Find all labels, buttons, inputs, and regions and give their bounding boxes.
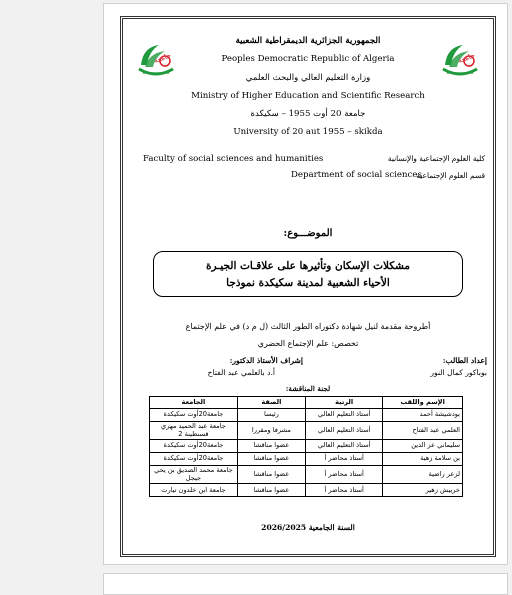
header-university: الجامعة <box>150 397 238 409</box>
member-role: عضوا مناقشا <box>237 453 305 466</box>
header-rank: الرتبة <box>305 397 382 409</box>
page-border-frame <box>120 16 496 557</box>
republic-english: Peoples Democratic Republic of Algeria <box>221 54 395 64</box>
member-role: عضوا مناقشا <box>237 466 305 484</box>
table-row <box>150 453 463 466</box>
member-role: مشرفا ومقررا <box>237 422 305 440</box>
table-row <box>150 422 463 440</box>
republic-arabic: الجمهورية الجزائرية الديمقراطية الشعبية <box>235 36 381 46</box>
ministry-english: Ministry of Higher Education and Scientific Research <box>191 91 425 101</box>
member-rank: أستاذ محاضر أ <box>305 453 382 466</box>
faculty-arabic: كلية العلوم الإجتماعية والإنسانية <box>387 154 485 163</box>
subject-box <box>153 251 463 297</box>
member-rank: أستاذ محاضر أ <box>305 484 382 497</box>
subject-line-1: مشكلات الإسكان وتأثيرها على علاقـات الجيـرة <box>205 260 411 272</box>
member-name: سليماني عز الدين <box>383 440 463 453</box>
subject-line-2: الأحياء الشعبية لمدينة سكيكدة نموذجا <box>226 277 390 289</box>
committee-table <box>149 396 463 497</box>
table-row <box>150 409 463 422</box>
table-row <box>150 466 463 484</box>
svg-text:جامعة: جامعة <box>456 51 476 65</box>
member-name: بن سلامة زهية <box>383 453 463 466</box>
member-name: خربيش زهير <box>383 484 463 497</box>
faculty-english: Faculty of social sciences and humanities <box>143 154 324 164</box>
member-rank: أستاذ التعليم العالي <box>305 409 382 422</box>
member-name: العلمي عبد الفتاح <box>383 422 463 440</box>
member-rank: أستاذ التعليم العالي <box>305 422 382 440</box>
supervisor-label: إشراف الأستاذ الدكتور: <box>229 356 303 365</box>
member-university: جامعة20أوت سكيكدة <box>150 440 238 453</box>
member-name: بودشيشة أحمد <box>383 409 463 422</box>
member-role: عضوا مناقشا <box>237 440 305 453</box>
member-role: رئيسا <box>237 409 305 422</box>
ministry-arabic: وزارة التعليم العالي والبحث العلمي <box>245 73 371 83</box>
table-row <box>150 484 463 497</box>
university-arabic: جامعة 20 أوت 1955 – سكيكدة <box>250 109 366 119</box>
next-page-preview <box>103 573 508 595</box>
member-university: جامعة ابن خلدون تيارت <box>150 484 238 497</box>
member-university: جامعة20أوت سكيكدة <box>150 453 238 466</box>
supervisor-name: أ.د بالعلمي عبد الفتاح <box>207 368 275 377</box>
committee-title: لجنة المناقشة: <box>285 384 331 393</box>
university-english: University of 20 aut 1955 – skikda <box>233 127 383 137</box>
table-row <box>150 440 463 453</box>
member-university: جامعة محمد الصديق بن يحي جيجل <box>150 466 238 484</box>
table-header-row <box>150 397 463 409</box>
header-name: الإسم واللقب <box>383 397 463 409</box>
department-english: Department of social sciences <box>291 170 422 180</box>
member-university: جامعة20أوت سكيكدة <box>150 409 238 422</box>
subject-label: الموضـــوع: <box>283 228 333 239</box>
member-role: عضوا مناقشا <box>237 484 305 497</box>
specialization: تخصص: علم الإجتماع الحضري <box>257 339 359 348</box>
student-label: إعداد الطالب: <box>442 356 487 365</box>
member-rank: أستاذ التعليم العالي <box>305 440 382 453</box>
member-university: جامعة عبد الحميد مهري قسنطينة 2 <box>150 422 238 440</box>
thesis-description: أطروحة مقدمة لنيل شهادة دكتوراه الطور الثالث (ل م د) في علم الإجتماع <box>185 322 431 331</box>
document-page <box>103 3 508 565</box>
department-arabic: قسم العلوم الإجتماعية <box>416 171 485 180</box>
student-name: بوباكور كمال النور <box>430 368 487 377</box>
svg-text:جامعة: جامعة <box>152 51 172 65</box>
header-role: الصفة <box>237 397 305 409</box>
academic-year: السنة الجامعية 2026/2025 <box>261 523 355 532</box>
member-name: لزعر راضية <box>383 466 463 484</box>
member-rank: أستاذ محاضر أ <box>305 466 382 484</box>
